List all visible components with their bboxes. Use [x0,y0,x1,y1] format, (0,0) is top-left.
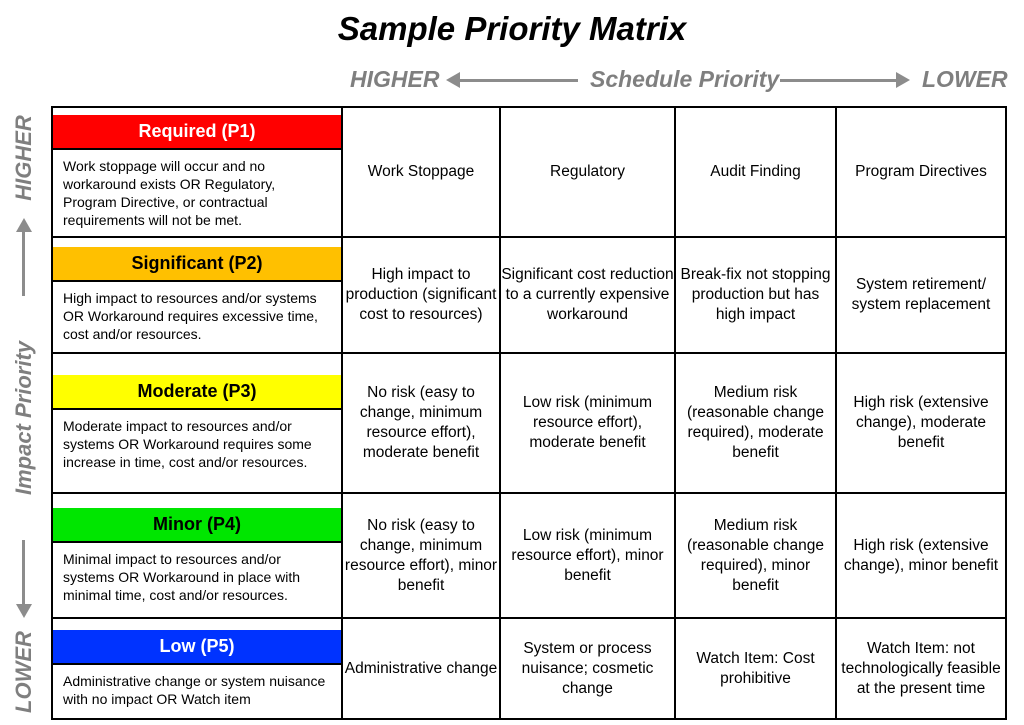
page-title: Sample Priority Matrix [337,10,687,47]
matrix-cell: Audit Finding [675,107,836,237]
matrix-row-p3 [52,353,1006,493]
matrix-cell: Medium risk (reasonable change required), minor benefit [675,493,836,618]
matrix-cell: Watch Item: not technologically feasible at the present time [836,618,1006,719]
priority-cell-p5 [52,618,342,719]
impact-higher-label: HIGHER [11,115,36,201]
priority-matrix [51,106,1007,720]
matrix-cell: Significant cost reduction to a currently expensive workaround [500,237,675,353]
priority-header-p5: Low (P5) [53,630,341,665]
priority-header-p1: Required (P1) [53,115,341,150]
priority-description-p5: Administrative change or system nuisance with no impact OR Watch item [63,672,326,707]
matrix-row-p1 [52,107,1006,237]
schedule-higher-label: HIGHER [350,66,440,92]
priority-cell-p3 [52,353,342,493]
matrix-row-p2 [52,237,1006,353]
schedule-priority-label: Schedule Priority [590,66,780,92]
impact-lower-label: LOWER [11,631,36,713]
matrix-cell: Regulatory [500,107,675,237]
schedule-arrow-left-line [458,79,578,82]
priority-header-p3: Moderate (P3) [53,375,341,410]
impact-arrow-up-line [22,230,25,296]
schedule-arrow-right-line [780,79,898,82]
matrix-cell: No risk (easy to change, minimum resource effort), minor benefit [342,493,500,618]
matrix-cell: Program Directives [836,107,1006,237]
priority-cell-p1 [52,107,342,237]
matrix-cell: High risk (extensive change), moderate benefit [836,353,1006,493]
priority-header-p2: Significant (P2) [53,247,341,282]
priority-description-p4: Minimal impact to resources and/or systems OR Workaround in place with minimal time, cost and/or resources. [63,550,301,603]
impact-arrow-down-line [22,540,25,606]
priority-cell-p2 [52,237,342,353]
matrix-cell: System retirement/ system replacement [836,237,1006,353]
matrix-cell: Break-fix not stopping production but has high impact [675,237,836,353]
priority-header-p4: Minor (P4) [53,508,341,543]
priority-cell-p4 [52,493,342,618]
matrix-row-p5 [52,618,1006,719]
matrix-cell: Low risk (minimum resource effort), minor benefit [500,493,675,618]
priority-description-p1: Work stoppage will occur and no workaround exists OR Regulatory, Program Directive, or contractual requirements will not be met. [63,158,276,228]
matrix-cell: Work Stoppage [342,107,500,237]
matrix-cell: High risk (extensive change), minor benefit [836,493,1006,618]
matrix-cell: No risk (easy to change, minimum resource effort), moderate benefit [342,353,500,493]
schedule-lower-label: LOWER [922,66,1008,92]
matrix-cell: Low risk (minimum resource effort), moderate benefit [500,353,675,493]
arrow-right-icon [896,72,910,88]
matrix-cell: Watch Item: Cost prohibitive [675,618,836,719]
impact-priority-label: Impact Priority [11,340,36,496]
priority-description-p2: High impact to resources and/or systems OR Workaround requires excessive time, cost and/or resources. [63,290,318,342]
priority-description-p3: Moderate impact to resources and/or systems OR Workaround requires some increase in time, cost and/or resources. [63,418,312,470]
arrow-down-icon [16,604,32,618]
matrix-cell: System or process nuisance; cosmetic change [500,618,675,719]
matrix-cell: High impact to production (significant cost to resources) [342,237,500,353]
matrix-cell: Medium risk (reasonable change required), moderate benefit [675,353,836,493]
matrix-cell: Administrative change [342,618,500,719]
matrix-row-p4 [52,493,1006,618]
